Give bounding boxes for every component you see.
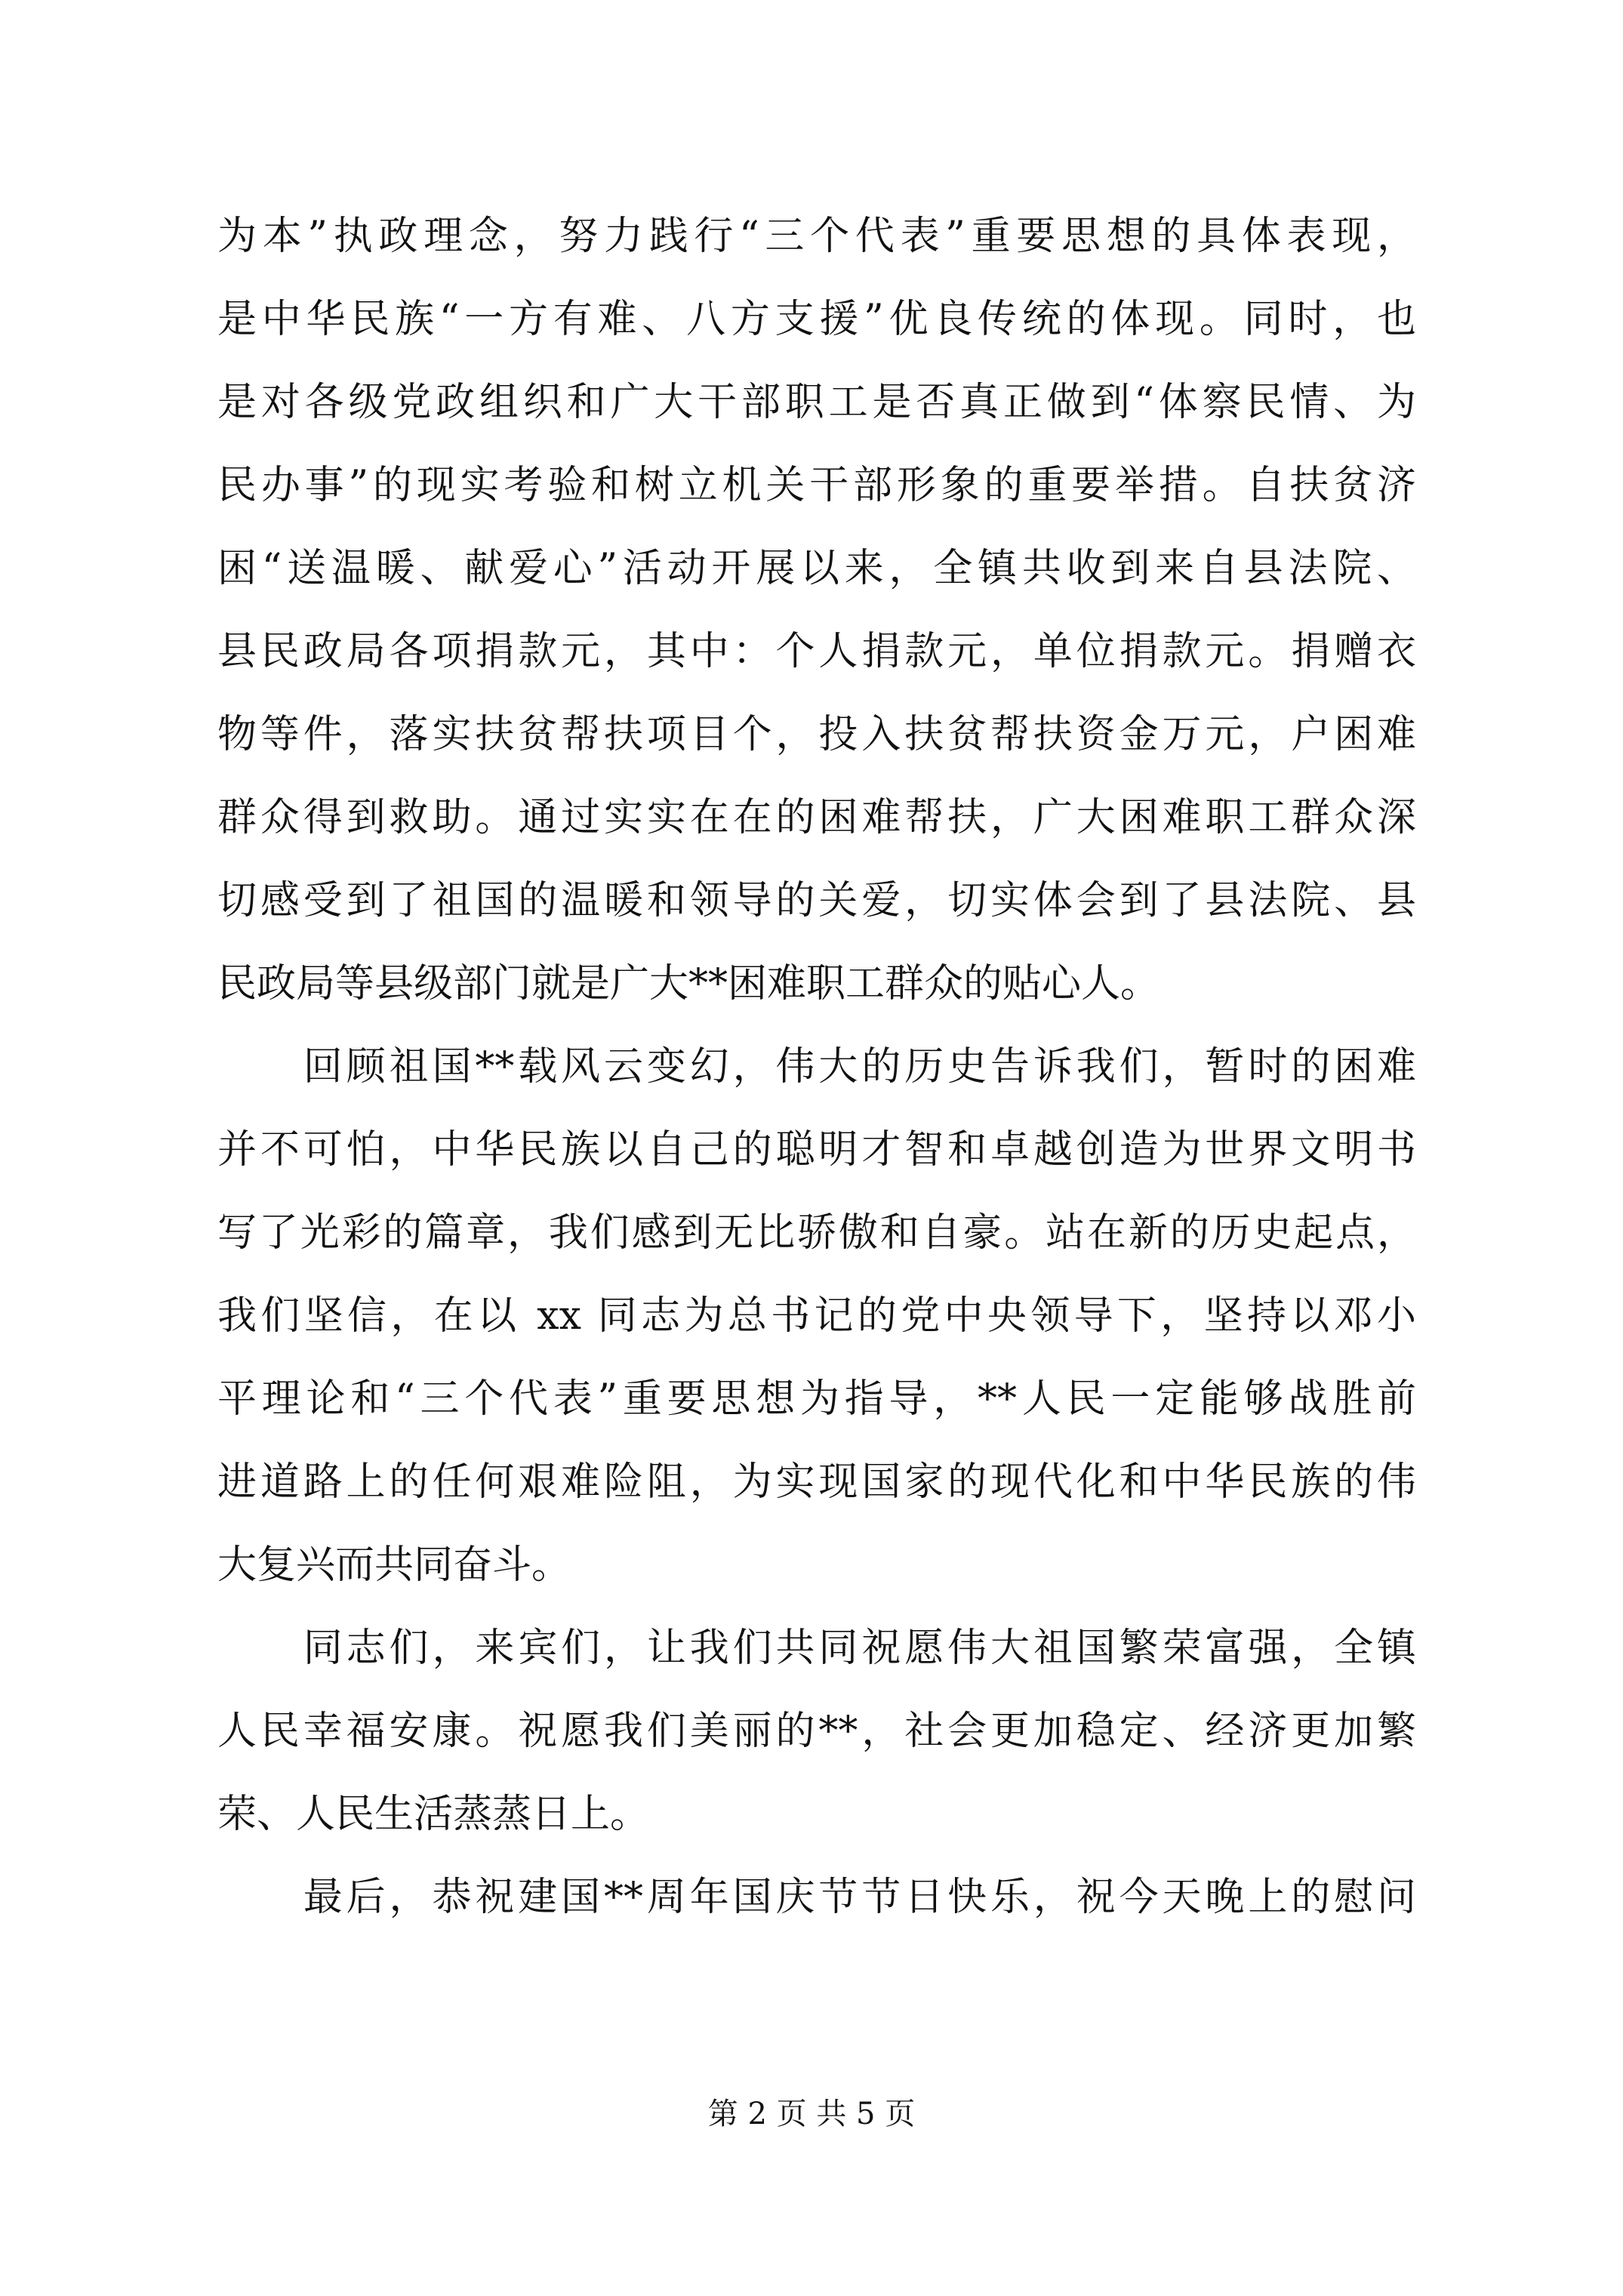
text-line: 群众得到救助。通过实实在在的困难帮扶，广大困难职工群众深 (217, 795, 1416, 840)
text-line: 是对各级党政组织和广大干部职工是否真正做到“体察民情、为 (217, 380, 1416, 425)
text-line: 为本”执政理念，努力践行“三个代表”重要思想的具体表现， (217, 214, 1416, 259)
text-line: 切感受到了祖国的温暖和领导的关爱，切实体会到了县法院、县 (217, 878, 1416, 923)
text-line: 写了光彩的篇章，我们感到无比骄傲和自豪。站在新的历史起点， (217, 1210, 1416, 1256)
text-line: 荣、人民生活蒸蒸日上。 (217, 1792, 650, 1837)
text-line: 人民幸福安康。祝愿我们美丽的**，社会更加稳定、经济更加繁 (217, 1709, 1416, 1754)
text-line: 我们坚信，在以 xx 同志为总书记的党中央领导下，坚持以邓小 (217, 1293, 1416, 1339)
text-line: 民办事”的现实考验和树立机关干部形象的重要举措。自扶贫济 (217, 463, 1416, 508)
text-line: 大复兴而共同奋斗。 (217, 1542, 571, 1588)
text-line: 并不可怕，中华民族以自己的聪明才智和卓越创造为世界文明书 (217, 1127, 1416, 1173)
text-line: 回顾祖国**载风云变幻，伟大的历史告诉我们，暂时的困难 (217, 1044, 1416, 1089)
text-line: 县民政局各项捐款元，其中：个人捐款元，单位捐款元。捐赠衣 (217, 629, 1416, 674)
text-line: 进道路上的任何艰难险阻，为实现国家的现代化和中华民族的伟 (217, 1459, 1416, 1505)
text-line: 物等件，落实扶贫帮扶项目个，投入扶贫帮扶资金万元，户困难 (217, 712, 1416, 757)
text-line: 同志们，来宾们，让我们共同祝愿伟大祖国繁荣富强，全镇 (217, 1626, 1416, 1671)
document-body (217, 195, 1416, 1939)
text-line: 是中华民族“一方有难、八方支援”优良传统的体现。同时，也 (217, 297, 1416, 342)
text-line: 民政局等县级部门就是广大**困难职工群众的贴心人。 (217, 961, 1160, 1006)
text-line: 困“送温暖、献爱心”活动开展以来，全镇共收到来自县法院、 (217, 546, 1416, 591)
text-line: 最后，恭祝建国**周年国庆节节日快乐，祝今天晚上的慰问 (217, 1875, 1416, 1920)
text-line: 平理论和“三个代表”重要思想为指导，**人民一定能够战胜前 (217, 1376, 1416, 1422)
page-number-footer: 第 2 页 共 5 页 (707, 2097, 916, 2131)
